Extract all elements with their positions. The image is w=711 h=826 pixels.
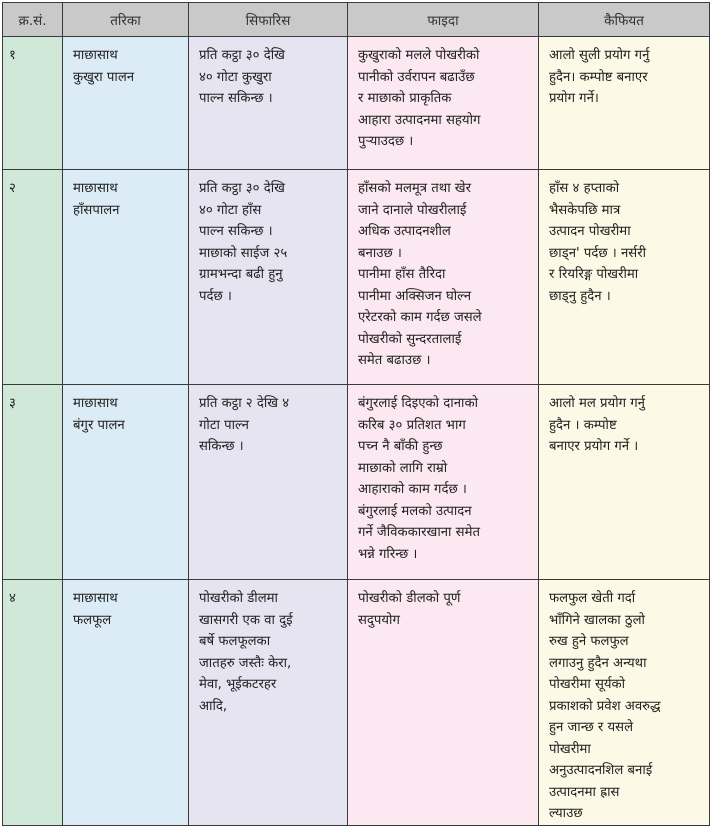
cell-line: र माछाको प्राकृतिक [358, 91, 452, 106]
cell-line: रुख हुने फलफुल [549, 634, 629, 649]
cell-line: ४ [9, 591, 16, 606]
cell-line: २ [9, 181, 16, 196]
cell-line: भैसकेपछि मात्र [549, 202, 621, 218]
cell-line: आहाराको काम गर्दछ । [358, 482, 467, 497]
cell-line: लगाउनु हुदैन अन्यथा [549, 655, 647, 671]
cell-line: हुदैन । कम्पोष्ट [549, 417, 617, 433]
cell-line: पाल्न सकिन्छ । [199, 91, 273, 106]
header-method: तरिका [63, 3, 189, 37]
cell-line: भन्ने गरिन्छ । [358, 546, 418, 562]
cell-line: जातहरु जस्तैः केरा, [199, 655, 292, 671]
benefit-cell [348, 170, 539, 385]
cell-line: पुऱ्याउदछ । [358, 134, 414, 149]
cell-line: उत्पादनमा ह्रास [549, 784, 620, 800]
table-body [3, 37, 710, 826]
cell-line: प्रति कट्ठा ३० देखि [199, 48, 285, 63]
cell-line: पोखरीमा सूर्यको [549, 677, 626, 692]
cell-line: समेत बढाउछ । [358, 353, 431, 368]
cell-line: हाँस ४ हप्ताको [549, 181, 620, 196]
cell-line: हुदैन। कम्पोष्ट बनाएर [549, 69, 648, 85]
table-row [3, 580, 710, 826]
benefit-cell [348, 37, 539, 170]
cell-line: ४० गोटा कुखुरा [199, 69, 272, 85]
cell-line: आदि, [199, 698, 228, 714]
cell-line: अधिक उत्पादनशील [358, 224, 451, 239]
cell-line: गर्ने जैविककारखाना समेत [358, 525, 480, 540]
cell-line: एरेटरको काम गर्दछ जसले [358, 310, 482, 325]
cell-line: प्रति कट्ठा २ देखि ४ [199, 396, 290, 411]
cell-line: खासगरी एक वा दुई [199, 612, 293, 628]
cell-line: प्रयोग गर्ने। [549, 91, 599, 106]
cell-line: पोखरीको डीलमा [199, 591, 278, 606]
cell-line: पानीमा अक्सिजन घोल्न [358, 288, 472, 304]
cell-line: माछासाथ [73, 396, 118, 411]
recommendation-cell [189, 385, 348, 580]
cell-line: ग्रामभन्दा बढी हुनु [199, 267, 283, 282]
cell-line: आहारा उत्पादनमा सहयोग [358, 112, 481, 128]
benefit-cell [348, 385, 539, 580]
serial-number-cell [3, 580, 63, 826]
cell-line: पाल्न सकिन्छ । [199, 224, 273, 239]
cell-line: गोटा पाल्न [199, 417, 249, 433]
cell-line: हुन जान्छ र यसले [549, 720, 634, 735]
cell-line: ल्याउछ [549, 806, 583, 821]
cell-line: हाँसको मलमूत्र तथा खेर [358, 181, 471, 196]
cell-line: ३ [9, 396, 16, 411]
cell-line: बर्षे फलफूलका [199, 634, 271, 649]
cell-line: पानीमा हाँस तैरिदा [358, 267, 446, 282]
cell-line: र रियरिङ्ग पोखरीमा [549, 267, 639, 282]
header-row [3, 3, 710, 37]
cell-line: हाँसपालन [73, 202, 120, 218]
cell-line: १ [9, 48, 16, 63]
recommendation-cell [189, 37, 348, 170]
cell-line: माछाको लागि राम्रो [358, 460, 448, 476]
header-benefit: फाइदा [348, 3, 539, 37]
cell-line: माछासाथ [73, 181, 118, 196]
cell-line: प्रति कट्ठा ३० देखि [199, 181, 285, 196]
cell-line: आलो मल प्रयोग गर्नु [549, 396, 645, 411]
benefit-cell [348, 580, 539, 826]
cell-line: सकिन्छ । [199, 439, 244, 454]
remarks-cell [539, 37, 710, 170]
cell-line: जाने दानाले पोखरीलाई [358, 202, 467, 218]
recommendation-cell [189, 170, 348, 385]
cell-line: बनाउछ । [358, 245, 402, 261]
cell-line: सदुपयोग [358, 612, 400, 628]
method-cell [63, 385, 189, 580]
cell-line: बंगुर पालन [73, 417, 125, 433]
cell-line: कुखुराको मलले पोखरीको [358, 48, 480, 63]
cell-line: उत्पादन पोखरीमा [549, 224, 631, 239]
method-cell [63, 580, 189, 826]
cell-line: भाँगिने खालका ठुलो [549, 612, 645, 628]
cell-line: बंगुरलाई दिइएको दानाको [358, 396, 478, 411]
cell-line: पच्न नै बाँकी हुन्छ [358, 439, 443, 454]
serial-number-cell [3, 385, 63, 580]
remarks-cell [539, 385, 710, 580]
cell-line: फलफूल [73, 612, 112, 628]
cell-line: पानीको उर्वरापन बढाउँछ [358, 69, 475, 85]
cell-line: बंगुरलाई मलको उत्पादन [358, 503, 472, 519]
cell-line: पोखरीको डीलको पूर्ण [358, 591, 461, 606]
cell-line: माछाको साईज २५ [199, 245, 288, 261]
remarks-cell [539, 580, 710, 826]
integrated-fish-farming-table [2, 2, 710, 826]
method-cell [63, 37, 189, 170]
cell-line: बनाएर प्रयोग गर्ने । [549, 439, 639, 454]
cell-line: छाड्न' पर्दछ । नर्सरी [549, 245, 647, 261]
cell-line: पर्दछ । [199, 288, 232, 304]
cell-line: फलफुल खेती गर्दा [549, 591, 636, 606]
serial-number-cell [3, 37, 63, 170]
header-recommendation: सिफारिस [189, 3, 348, 37]
cell-line: पोखरीमा [549, 741, 591, 757]
serial-number-cell [3, 170, 63, 385]
table-row [3, 385, 710, 580]
cell-line: माछासाथ [73, 48, 118, 63]
cell-line: पोखरीको सुन्दरतालाई [358, 331, 462, 347]
cell-line: प्रकाशको प्रवेश अवरुद्ध [549, 698, 661, 714]
method-cell [63, 170, 189, 385]
cell-line: माछासाथ [73, 591, 118, 606]
cell-line: ४० गोटा हाँस [199, 202, 262, 218]
cell-line: मेवा, भूईकटरहर [199, 677, 277, 692]
header-serial-number: क्र.सं. [3, 3, 63, 37]
header-remarks: कैफियत [539, 3, 710, 37]
cell-line: अनुउत्पादनशिल बनाई [549, 763, 653, 778]
recommendation-cell [189, 580, 348, 826]
remarks-cell [539, 170, 710, 385]
cell-line: छाड्नु हुदैन । [549, 288, 611, 304]
table-row [3, 170, 710, 385]
cell-line: कुखुरा पालन [73, 69, 135, 85]
cell-line: आलो सुली प्रयोग गर्नु [549, 48, 650, 63]
table-row [3, 37, 710, 170]
cell-line: करिब ३० प्रतिशत भाग [358, 417, 466, 433]
